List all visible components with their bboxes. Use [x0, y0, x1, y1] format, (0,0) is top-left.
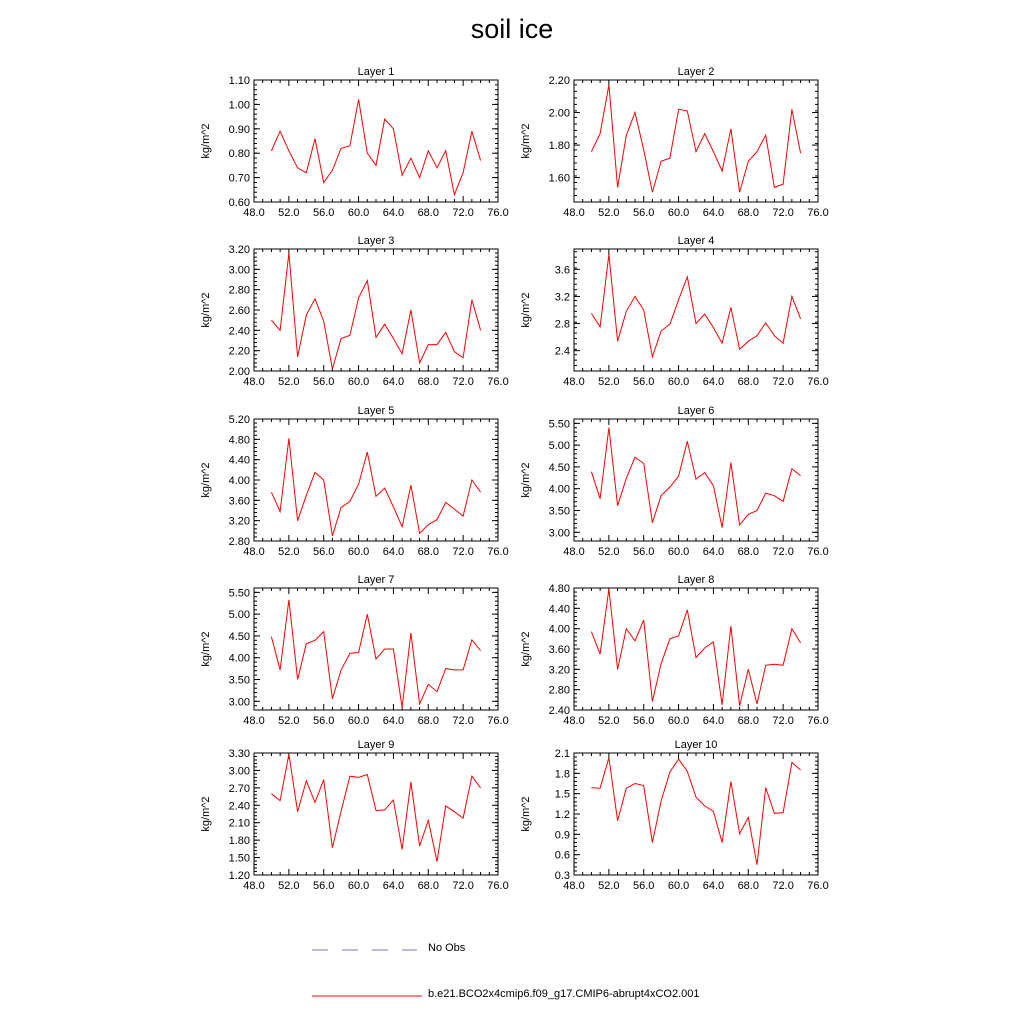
y-tick-label: 1.00 — [228, 99, 250, 112]
chart-panel-5 — [200, 405, 509, 558]
x-tick-label: 76.0 — [487, 207, 509, 219]
y-tick-label: 2.80 — [548, 684, 570, 697]
y-tick-label: 3.00 — [228, 765, 250, 778]
x-tick-label: 48.0 — [563, 207, 585, 219]
chart-panel-9 — [200, 739, 509, 892]
chart-panel-4 — [520, 235, 829, 388]
y-tick-label: 2.60 — [228, 305, 250, 317]
y-tick-label: 1.20 — [228, 870, 250, 882]
x-tick-label: 68.0 — [417, 546, 439, 558]
x-tick-label: 56.0 — [313, 715, 335, 727]
y-tick-label: 5.50 — [228, 587, 250, 600]
x-tick-label: 60.0 — [667, 880, 690, 892]
x-tick-label: 64.0 — [702, 715, 725, 727]
y-tick-label: 4.50 — [228, 630, 250, 643]
y-tick-label: 3.00 — [228, 696, 250, 709]
y-tick-label: 0.80 — [228, 148, 250, 161]
y-tick-label: 2.1 — [554, 748, 570, 760]
x-tick-label: 68.0 — [737, 376, 759, 388]
x-tick-label: 72.0 — [772, 880, 794, 892]
x-tick-label: 76.0 — [487, 376, 509, 388]
x-tick-label: 52.0 — [278, 546, 300, 558]
y-tick-label: 1.2 — [554, 809, 570, 821]
x-tick-label: 52.0 — [598, 715, 620, 727]
x-tick-label: 56.0 — [313, 376, 335, 388]
y-tick-label: 4.00 — [228, 652, 250, 665]
x-tick-label: 68.0 — [737, 880, 759, 892]
y-tick-label: 4.40 — [548, 603, 570, 616]
x-tick-label: 76.0 — [487, 880, 509, 892]
y-tick-label: 1.80 — [548, 140, 570, 153]
plot-frame — [254, 80, 498, 202]
series-line — [591, 254, 800, 356]
y-tick-label: 3.50 — [548, 505, 570, 518]
y-tick-label: 3.6 — [554, 264, 570, 277]
x-tick-label: 60.0 — [347, 376, 370, 388]
y-tick-label: 3.20 — [548, 664, 570, 677]
y-tick-label: 4.80 — [228, 434, 250, 447]
x-tick-label: 48.0 — [243, 207, 265, 219]
x-tick-label: 72.0 — [452, 880, 474, 892]
y-tick-label: 3.20 — [228, 244, 250, 256]
y-tick-label: 5.20 — [228, 414, 250, 426]
plot-frame — [254, 419, 498, 541]
panel-title: Layer 5 — [357, 405, 395, 417]
y-axis-label: kg/m^2 — [520, 796, 532, 832]
panel-title: Layer 3 — [357, 235, 395, 247]
chart-panel-1 — [200, 66, 509, 219]
chart-panel-6 — [520, 405, 829, 558]
y-tick-label: 4.00 — [548, 483, 570, 496]
y-tick-label: 2.10 — [228, 817, 250, 830]
x-tick-label: 72.0 — [452, 715, 474, 727]
y-tick-label: 3.50 — [228, 674, 250, 687]
x-tick-label: 72.0 — [772, 207, 794, 219]
x-tick-label: 52.0 — [278, 376, 300, 388]
series-line — [271, 253, 480, 369]
y-tick-label: 0.70 — [228, 172, 250, 185]
x-tick-label: 60.0 — [347, 207, 370, 219]
y-tick-label: 1.50 — [228, 852, 250, 865]
y-tick-label: 4.40 — [228, 454, 250, 467]
x-tick-label: 48.0 — [243, 880, 265, 892]
x-tick-label: 60.0 — [347, 715, 370, 727]
y-tick-label: 2.8 — [554, 318, 570, 331]
x-tick-label: 64.0 — [382, 376, 405, 388]
x-tick-label: 64.0 — [382, 207, 405, 219]
y-tick-label: 2.20 — [228, 345, 250, 358]
panel-title: Layer 8 — [677, 574, 715, 586]
x-tick-label: 68.0 — [417, 715, 439, 727]
x-tick-label: 68.0 — [737, 207, 759, 219]
x-tick-label: 56.0 — [633, 207, 655, 219]
panel-title: Layer 2 — [677, 66, 715, 78]
series-line — [271, 754, 480, 861]
y-tick-label: 2.40 — [228, 325, 250, 338]
x-tick-label: 52.0 — [598, 546, 620, 558]
y-tick-label: 2.80 — [228, 536, 250, 548]
x-tick-label: 72.0 — [772, 546, 794, 558]
series-line — [591, 428, 800, 528]
y-tick-label: 0.90 — [228, 123, 250, 136]
y-tick-label: 1.60 — [548, 172, 570, 185]
y-axis-label: kg/m^2 — [200, 462, 212, 498]
x-tick-label: 52.0 — [278, 880, 300, 892]
x-tick-label: 60.0 — [667, 207, 690, 219]
legend-model-label: b.e21.BCO2x4cmip6.f09_g17.CMIP6-abrupt4xCO2.001 — [428, 988, 700, 1000]
legend-no-obs-swatch — [312, 940, 422, 960]
x-tick-label: 68.0 — [737, 715, 759, 727]
y-tick-label: 4.00 — [228, 475, 250, 487]
x-tick-label: 48.0 — [243, 376, 265, 388]
y-tick-label: 2.00 — [548, 107, 570, 120]
legend-no-obs — [312, 940, 612, 960]
y-tick-label: 1.10 — [228, 75, 250, 87]
y-tick-label: 4.00 — [548, 623, 570, 636]
x-tick-label: 52.0 — [278, 715, 300, 727]
x-tick-label: 52.0 — [598, 207, 620, 219]
y-tick-label: 5.00 — [228, 609, 250, 622]
y-tick-label: 2.20 — [548, 75, 570, 87]
y-tick-label: 2.4 — [554, 345, 570, 358]
chart-panel-10 — [520, 739, 829, 892]
y-tick-label: 3.00 — [548, 527, 570, 540]
x-tick-label: 48.0 — [563, 715, 585, 727]
y-tick-label: 3.30 — [228, 748, 250, 760]
y-tick-label: 0.60 — [228, 197, 250, 209]
chart-panel-8 — [520, 574, 829, 727]
x-tick-label: 72.0 — [452, 207, 474, 219]
y-tick-label: 3.60 — [548, 644, 570, 656]
x-tick-label: 64.0 — [382, 546, 405, 558]
x-tick-label: 52.0 — [598, 880, 620, 892]
x-tick-label: 52.0 — [598, 376, 620, 388]
plot-frame — [254, 249, 498, 371]
y-tick-label: 0.3 — [554, 870, 570, 882]
x-tick-label: 76.0 — [807, 207, 829, 219]
x-tick-label: 56.0 — [313, 546, 335, 558]
x-tick-label: 60.0 — [347, 880, 370, 892]
x-tick-label: 76.0 — [487, 546, 509, 558]
series-line — [271, 600, 480, 708]
series-line — [591, 589, 800, 706]
y-axis-label: kg/m^2 — [520, 123, 532, 159]
y-tick-label: 1.8 — [554, 768, 570, 781]
legend-model — [312, 986, 732, 1006]
x-tick-label: 60.0 — [667, 546, 690, 558]
panel-title: Layer 9 — [357, 739, 395, 751]
x-tick-label: 64.0 — [382, 715, 405, 727]
x-tick-label: 48.0 — [563, 376, 585, 388]
x-tick-label: 60.0 — [667, 376, 690, 388]
x-tick-label: 64.0 — [382, 880, 405, 892]
x-tick-label: 56.0 — [633, 880, 655, 892]
series-line — [271, 100, 480, 195]
x-tick-label: 56.0 — [313, 207, 335, 219]
x-tick-label: 64.0 — [702, 376, 725, 388]
series-line — [591, 758, 800, 865]
y-tick-label: 3.60 — [228, 495, 250, 508]
x-tick-label: 64.0 — [702, 880, 725, 892]
y-tick-label: 0.6 — [554, 849, 570, 862]
y-tick-label: 3.2 — [554, 291, 570, 304]
plot-frame — [254, 588, 498, 710]
x-tick-label: 48.0 — [243, 546, 265, 558]
x-tick-label: 48.0 — [243, 715, 265, 727]
y-tick-label: 4.50 — [548, 461, 570, 474]
panel-title: Layer 4 — [677, 235, 715, 247]
legend-no-obs-label: No Obs — [428, 942, 466, 954]
chart-panel-7 — [200, 574, 509, 727]
panel-title: Layer 6 — [677, 405, 715, 417]
x-tick-label: 56.0 — [633, 715, 655, 727]
y-tick-label: 2.40 — [548, 705, 570, 717]
y-axis-label: kg/m^2 — [520, 462, 532, 498]
x-tick-label: 56.0 — [313, 880, 335, 892]
x-tick-label: 64.0 — [702, 207, 725, 219]
x-tick-label: 72.0 — [452, 376, 474, 388]
y-tick-label: 5.00 — [548, 440, 570, 453]
plot-frame — [574, 419, 818, 541]
x-tick-label: 52.0 — [278, 207, 300, 219]
x-tick-label: 56.0 — [633, 376, 655, 388]
y-tick-label: 1.5 — [554, 788, 570, 801]
x-tick-label: 72.0 — [772, 376, 794, 388]
x-tick-label: 72.0 — [452, 546, 474, 558]
x-tick-label: 68.0 — [737, 546, 759, 558]
panel-title: Layer 10 — [674, 739, 718, 751]
x-tick-label: 48.0 — [563, 880, 585, 892]
y-axis-label: kg/m^2 — [200, 796, 212, 832]
x-tick-label: 60.0 — [347, 546, 370, 558]
y-tick-label: 2.70 — [228, 782, 250, 795]
x-tick-label: 48.0 — [563, 546, 585, 558]
y-axis-label: kg/m^2 — [200, 631, 212, 667]
panel-title: Layer 1 — [357, 66, 395, 78]
x-tick-label: 68.0 — [417, 880, 439, 892]
y-axis-label: kg/m^2 — [200, 123, 212, 159]
y-axis-label: kg/m^2 — [200, 292, 212, 328]
y-tick-label: 0.9 — [554, 829, 570, 842]
plot-frame — [254, 753, 498, 875]
series-line — [271, 438, 480, 536]
x-tick-label: 64.0 — [702, 546, 725, 558]
y-tick-label: 5.50 — [548, 418, 570, 431]
x-tick-label: 76.0 — [807, 376, 829, 388]
x-tick-label: 76.0 — [807, 715, 829, 727]
y-tick-label: 3.00 — [228, 264, 250, 277]
x-tick-label: 76.0 — [807, 880, 829, 892]
plot-frame — [574, 80, 818, 202]
panel-title: Layer 7 — [357, 574, 395, 586]
x-tick-label: 76.0 — [487, 715, 509, 727]
x-tick-label: 68.0 — [417, 376, 439, 388]
chart-panel-3 — [200, 235, 509, 388]
x-tick-label: 56.0 — [633, 546, 655, 558]
chart-panel-2 — [520, 66, 829, 219]
x-tick-label: 72.0 — [772, 715, 794, 727]
y-tick-label: 2.40 — [228, 800, 250, 813]
x-tick-label: 76.0 — [807, 546, 829, 558]
series-line — [591, 85, 800, 192]
x-tick-label: 68.0 — [417, 207, 439, 219]
x-tick-label: 60.0 — [667, 715, 690, 727]
y-tick-label: 1.80 — [228, 835, 250, 848]
page-title: soil ice — [470, 14, 554, 44]
y-tick-label: 4.80 — [548, 583, 570, 595]
y-axis-label: kg/m^2 — [520, 292, 532, 328]
y-axis-label: kg/m^2 — [520, 631, 532, 667]
y-tick-label: 3.20 — [228, 515, 250, 528]
legend-model-swatch — [312, 986, 424, 1006]
y-tick-label: 2.00 — [228, 366, 250, 378]
y-tick-label: 2.80 — [228, 284, 250, 297]
